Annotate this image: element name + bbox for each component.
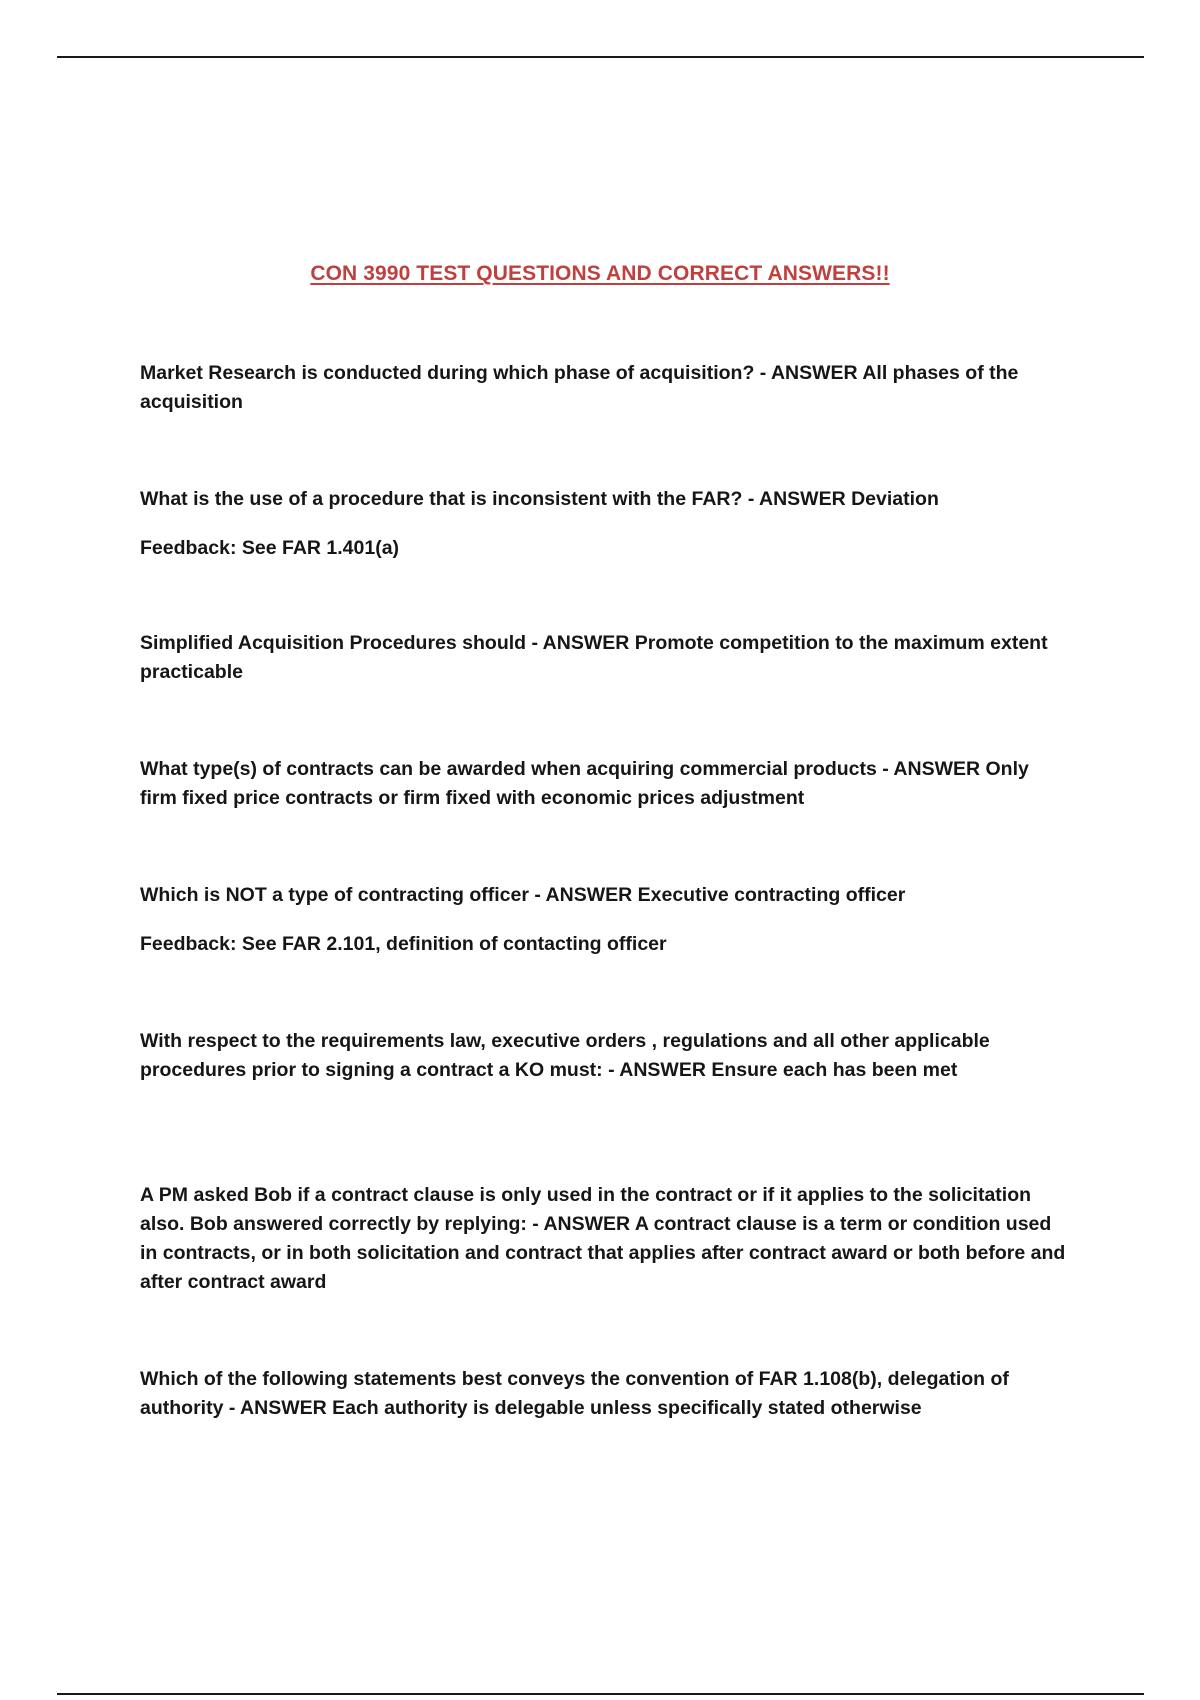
feedback-far-1-401: Feedback: See FAR 1.401(a) bbox=[140, 537, 400, 559]
bottom-rule bbox=[57, 1693, 1144, 1695]
qa-delegation-authority: Which of the following statements best conveys the convention of FAR 1.108(b), delegation of authority - ANSWER Each authority is delegable unless specifically stated otherwise bbox=[140, 1368, 1009, 1419]
qa-market-research: Market Research is conducted during which phase of acquisition? - ANSWER All phases of the acquisition bbox=[140, 362, 1019, 413]
qa-simplified-acquisition: Simplified Acquisition Procedures should - ANSWER Promote competition to the maximum extent practicable bbox=[140, 632, 1048, 683]
document-title: CON 3990 TEST QUESTIONS AND CORRECT ANSWERS!! bbox=[310, 262, 890, 285]
qa-ko-requirements: With respect to the requirements law, executive orders , regulations and all other applicable procedures prior to signing a contract a KO must: - ANSWER Ensure each has been met bbox=[140, 1030, 990, 1081]
top-rule bbox=[57, 56, 1144, 58]
qa-deviation: What is the use of a procedure that is inconsistent with the FAR? - ANSWER Deviation bbox=[140, 488, 939, 510]
qa-contract-clause: A PM asked Bob if a contract clause is only used in the contract or if it applies to the solicitation also. Bob answered correctly by replying: - ANSWER A contract clause is a term or condition used in contracts, or in both solicitation and contract that applies after contract award or both before and after contract award bbox=[140, 1184, 1066, 1293]
qa-contracting-officer: Which is NOT a type of contracting officer - ANSWER Executive contracting officer bbox=[140, 884, 906, 906]
feedback-far-2-101: Feedback: See FAR 2.101, definition of contacting officer bbox=[140, 933, 667, 955]
qa-commercial-contracts: What type(s) of contracts can be awarded when acquiring commercial products - ANSWER Only firm fixed price contracts or firm fixed with economic prices adjustment bbox=[140, 758, 1029, 809]
